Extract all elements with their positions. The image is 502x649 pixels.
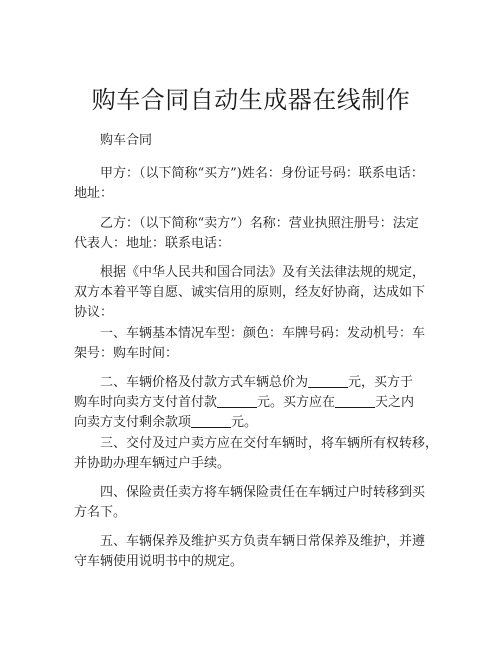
subtitle-line: 购车合同	[100, 133, 153, 148]
paragraph-line: 根据《中华人民共和国合同法》及有关法律法规的规定，	[100, 265, 426, 280]
text-segment: 元，买方于	[348, 375, 414, 390]
paragraph-line	[74, 413, 434, 433]
paragraph-line: 架号：购车时间：	[74, 346, 179, 361]
paragraph-line: 乙方：（以下简称“卖方”）名称：营业执照注册号：法定	[100, 216, 419, 231]
paragraph-line: 四、保险责任卖方将车辆保险责任在车辆过户时转移到买	[100, 485, 426, 500]
paragraph-price-payment	[74, 373, 434, 433]
paragraph-line	[74, 373, 434, 393]
paragraph-line: 并协助办理车辆过户手续。	[74, 456, 231, 471]
text-segment: 天之内	[375, 395, 415, 410]
paragraph-line: 一、车辆基本情况车型：颜色：车牌号码：发动机号：车	[100, 326, 426, 341]
fill-in-blank	[308, 373, 348, 388]
paragraph-line	[74, 393, 434, 413]
text-segment: 元。买方应在	[257, 395, 336, 410]
paragraph-party-b	[74, 214, 434, 254]
paragraph-line: 三、交付及过户卖方应在交付车辆时，将车辆所有权转移，	[100, 436, 439, 451]
paragraph-line: 地址：	[74, 186, 114, 201]
paragraph-line: 甲方：（以下简称“买方”)姓名：身份证号码：联系电话：	[100, 166, 424, 181]
paragraph-insurance	[74, 483, 434, 523]
paragraph-party-a	[74, 164, 434, 204]
paragraph-legal-basis	[74, 263, 434, 323]
paragraph-vehicle-info	[74, 324, 434, 364]
paragraph-line: 协议：	[74, 305, 114, 320]
text-segment: 购车时向卖方支付首付款	[74, 395, 218, 410]
contract-subtitle	[74, 131, 434, 151]
paragraph-delivery-transfer	[74, 434, 439, 474]
paragraph-line: 代表人：地址：联系电话：	[74, 236, 231, 251]
text-segment: 元。	[231, 415, 258, 430]
text-segment: 向卖方支付剩余款项	[74, 415, 192, 430]
document-title: 购车合同自动生成器在线制作	[91, 86, 411, 114]
fill-in-blank	[335, 393, 375, 408]
fill-in-blank	[191, 413, 231, 428]
paragraph-maintenance	[74, 532, 434, 572]
paragraph-line: 五、车辆保养及维护买方负责车辆日常保养及维护，并遵	[100, 534, 426, 549]
fill-in-blank	[217, 393, 257, 408]
paragraph-line: 守车辆使用说明书中的规定。	[74, 554, 244, 569]
paragraph-line: 方名下。	[74, 505, 127, 520]
paragraph-line: 双方本着平等自愿、诚实信用的原则，经友好协商，达成如下	[74, 285, 426, 300]
text-segment: 二、车辆价格及付款方式车辆总价为	[100, 375, 309, 390]
